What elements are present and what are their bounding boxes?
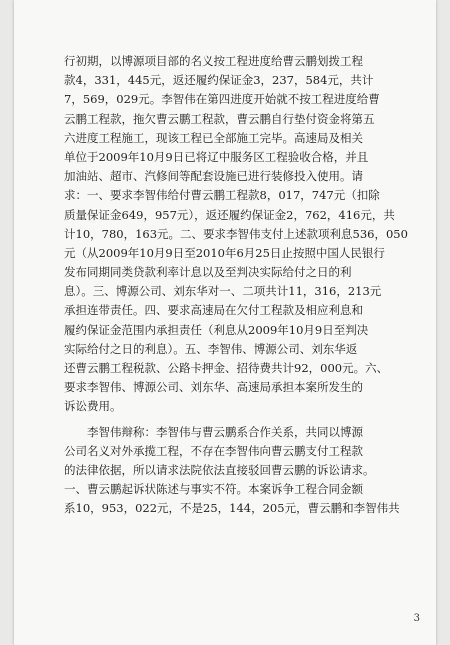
text-line: 实际给付之日的利息）。五、李智伟、博源公司、刘东华返: [64, 341, 358, 356]
text-line: 六进度工程施工，现该工程已全部施工完毕。高速局及相关: [64, 130, 363, 145]
text-line: 款4，331，445元，返还履约保证金3，237，584元，共计: [64, 73, 374, 88]
text-line: 云鹏工程款，拖欠曹云鹏工程款，曹云鹏自行垫付资金将第五: [64, 111, 375, 126]
text-line: 还曹云鹏工程税款、公路卡押金、招待费共计92，000元。六、: [64, 361, 389, 375]
paragraph-defense: [64, 423, 404, 519]
paragraph-claims: [64, 52, 408, 417]
text-line: 李智伟辩称：李智伟与曹云鹏系合作关系，共同以博源: [87, 424, 363, 439]
text-line: 息）。三、博源公司、刘东华对一、二项共计11，316，213元: [64, 284, 382, 299]
text-line: 7，569，029元。李智伟在第四进度开始就不按工程进度给曹: [64, 92, 380, 107]
text-line: 计10，780，163元。二、要求李智伟支付上述款项利息536，050: [64, 226, 408, 241]
document-page: [14, 0, 436, 645]
text-line: 质量保证金649，957元），返还履约保证金2，762，416元，共: [64, 207, 395, 222]
text-line: 行初期，以博源项目部的名义按工程进度给曹云鹏划拨工程: [64, 54, 363, 68]
text-line: 履约保证金范围内承担责任（利息从2009年10月9日至判决: [64, 322, 369, 337]
text-line: 公司名义对外承揽工程，不存在李智伟向曹云鹏支付工程款: [64, 443, 363, 458]
text-line: 系10，953，022元，不是25，144，205元，曹云鹏和李智伟共: [64, 501, 400, 516]
body-text: [64, 52, 408, 519]
page-number: 3: [413, 613, 420, 624]
text-line: 诉讼费用。: [64, 399, 122, 414]
text-line: 发布同期同类贷款利率计息以及至判决实际给付之日的利: [64, 265, 352, 280]
text-line: 加油站、超市、汽修间等配套设施已进行装修投入使用。请: [64, 169, 363, 184]
text-line: 求：一、要求李智伟给付曹云鹏工程款8，017，747元（扣除: [64, 188, 380, 203]
text-line: 元（从2009年10月9日至2010年6月25日止按照中国人民银行: [64, 245, 385, 260]
text-line: 的法律依据，所以请求法院依法直接驳回曹云鹏的诉讼请求。: [64, 462, 375, 477]
text-line: 单位于2009年10月9日已将辽中服务区工程验收合格，并且: [64, 149, 369, 164]
text-line: 一、曹云鹏起诉状陈述与事实不符。本案诉争工程合同金额: [64, 482, 363, 497]
text-line: 要求李智伟、博源公司、刘东华、高速局承担本案所发生的: [64, 380, 363, 395]
text-line: 承担连带责任。四、要求高速局在欠付工程款及相应利息和: [64, 303, 363, 318]
